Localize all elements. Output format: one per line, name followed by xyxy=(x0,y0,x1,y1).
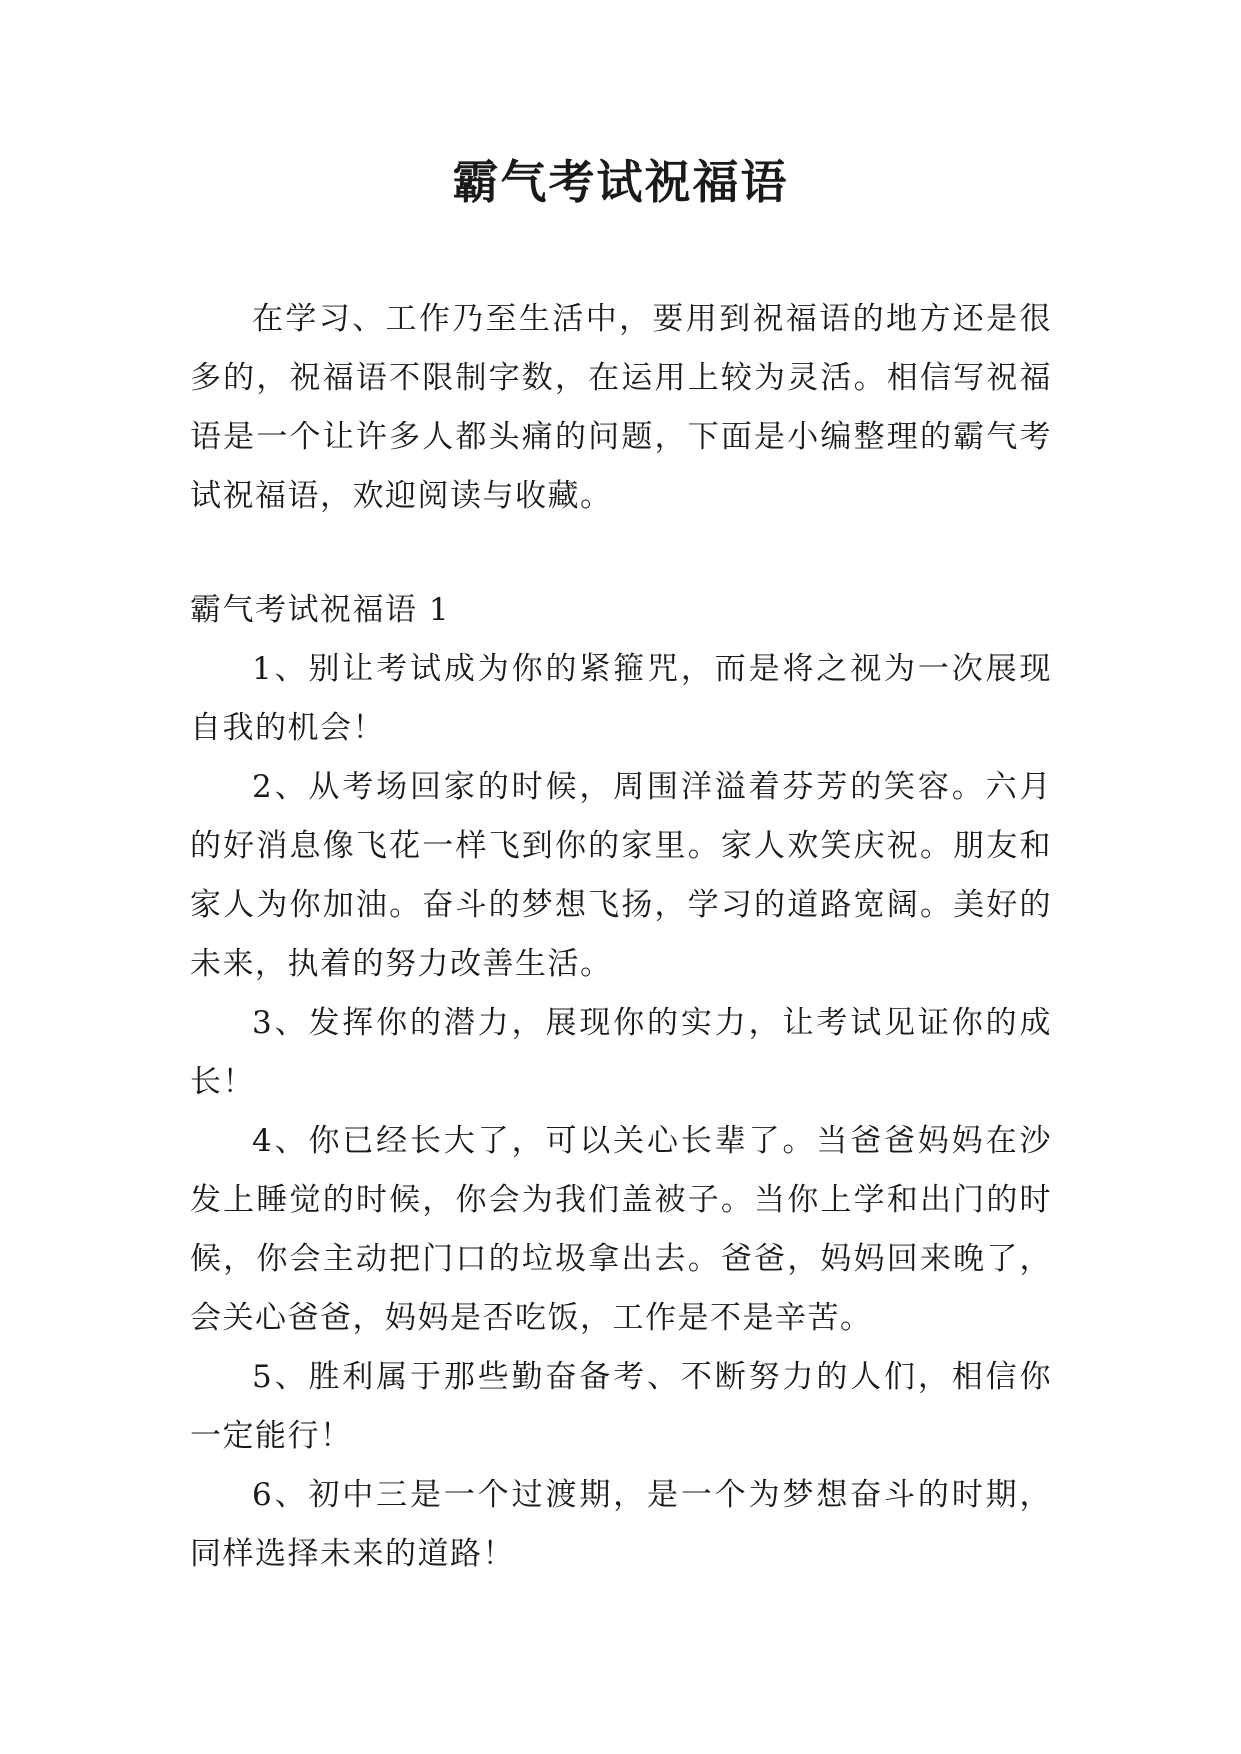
section-heading: 霸气考试祝福语 1 xyxy=(190,592,451,628)
list-item: 6、初中三是一个过渡期，是一个为梦想奋斗的时期，同样选择未来的道路！ xyxy=(190,1477,1052,1572)
document-body xyxy=(190,290,1052,1584)
page-title: 霸气考试祝福语 xyxy=(452,155,789,209)
list-item: 2、从考场回家的时候，周围洋溢着芬芳的笑容。六月的好消息像飞花一样飞到你的家里。家人欢笑庆祝。朋友和家人为你加油。奋斗的梦想飞扬，学习的道路宽阔。美好的未来，执着的努力改善生活。 xyxy=(190,769,1052,982)
list-item: 5、胜利属于那些勤奋备考、不断努力的人们，相信你一定能行！ xyxy=(190,1359,1052,1454)
list-item: 1、别让考试成为你的紧箍咒，而是将之视为一次展现自我的机会！ xyxy=(190,651,1052,746)
intro-paragraph: 在学习、工作乃至生活中，要用到祝福语的地方还是很多的，祝福语不限制字数，在运用上较为灵活。相信写祝福语是一个让许多人都头痛的问题，下面是小编整理的霸气考试祝福语，欢迎阅读与收藏。 xyxy=(190,301,1052,514)
list-item: 4、你已经长大了，可以关心长辈了。当爸爸妈妈在沙发上睡觉的时候，你会为我们盖被子。当你上学和出门的时候，你会主动把门口的垃圾拿出去。爸爸，妈妈回来晚了，会关心爸爸，妈妈是否吃饭，工作是不是辛苦。 xyxy=(190,1123,1052,1336)
list-item: 3、发挥你的潜力，展现你的实力，让考试见证你的成长！ xyxy=(190,1005,1052,1100)
